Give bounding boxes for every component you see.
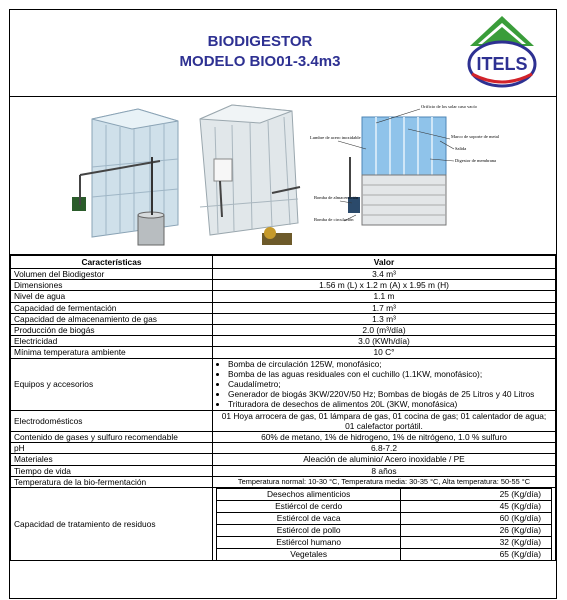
table-row-equipment [11, 358, 556, 410]
col-header-value: Valor [213, 256, 556, 269]
treatment-row: Estiércol humano 32 (Kg/día) [217, 537, 552, 549]
row-label: Mínima temperatura ambiente [11, 347, 213, 358]
table-row [11, 432, 556, 443]
row-label: Electricidad [11, 336, 213, 347]
row-label: Producción de biogás [11, 325, 213, 336]
title-line-1: BIODIGESTOR [207, 33, 313, 50]
row-value: 1.56 m (L) x 1.2 m (A) x 1.95 m (H) [213, 280, 556, 291]
row-label: Electrodomésticos [11, 410, 213, 431]
label-top: Orificio de los solar caso vacío [421, 104, 477, 109]
row-label: Capacidad de tratamiento de residuos [11, 488, 213, 561]
table-row [11, 476, 556, 487]
row-value: 1.1 m [213, 291, 556, 302]
row-value: 3.0 (KWh/día) [213, 336, 556, 347]
product-photos [10, 97, 556, 255]
row-value: Aleación de aluminio/ Acero inoxidable / PE [213, 454, 556, 465]
label-outlet: Salida [455, 146, 467, 151]
row-label: Temperatura de la bio-fermentación [11, 476, 213, 487]
row-value: 2.0 (m³/día) [213, 325, 556, 336]
equipment-list [213, 358, 556, 410]
list-item: • Bomba de circulación 125W, monofásico; [228, 359, 552, 369]
photo-biodigester-1 [72, 109, 178, 245]
table-row-treatment [11, 488, 556, 561]
title-line-2: MODELO BIO01-3.4m3 [179, 53, 341, 70]
table-row [11, 325, 556, 336]
list-item: • Bomba de las aguas residuales con el cuchillo (1.1KW, monofásico); [228, 369, 552, 379]
treatment-row: Estiércol de pollo 26 (Kg/día) [217, 525, 552, 537]
list-item: • Caudalímetro; [228, 379, 552, 389]
row-label: Nivel de agua [11, 291, 213, 302]
row-label: Volumen del Biodigestor [11, 269, 213, 280]
table-row [11, 302, 556, 313]
row-value: 01 Hoya arrocera de gas, 01 lámpara de gas, 01 cocina de gas; 01 calentador de agua; 01 calefactor portátil. [213, 410, 556, 431]
table-row [11, 410, 556, 431]
row-value: Temperatura normal: 10-30 °C, Temperatura media: 30-35 °C, Alta temperatura: 50-55 °C [213, 476, 556, 487]
label-pump: Bomba de circulación [314, 217, 354, 222]
table-row [11, 443, 556, 454]
spec-table [10, 255, 556, 561]
row-label: Materiales [11, 454, 213, 465]
row-value: 1.3 m³ [213, 313, 556, 324]
row-label: Contenido de gases y sulfuro recomendable [11, 432, 213, 443]
row-label: Equipos y accesorios [11, 358, 213, 410]
label-drain: Bomba de almacenación [314, 195, 359, 200]
table-row [11, 336, 556, 347]
treatment-row: Estiércol de vaca 60 (Kg/día) [217, 513, 552, 525]
row-label: Dimensiones [11, 280, 213, 291]
table-row [11, 313, 556, 324]
page-title [70, 32, 450, 72]
row-value: 1.7 m³ [213, 302, 556, 313]
col-header-feature: Características [11, 256, 213, 269]
label-frame: Marco de soporte de metal [451, 134, 499, 139]
table-row [11, 454, 556, 465]
row-label: Capacidad de almacenamiento de gas [11, 313, 213, 324]
row-label: Capacidad de fermentación [11, 302, 213, 313]
row-label: pH [11, 443, 213, 454]
row-value: 10 C° [213, 347, 556, 358]
table-row [11, 465, 556, 476]
treatment-row: Vegetales 65 (Kg/día) [217, 549, 552, 561]
itels-logo [462, 14, 542, 92]
table-row [11, 291, 556, 302]
row-value: 6.8-7.2 [213, 443, 556, 454]
list-item: • Trituradora de desechos de alimentos 20L (3KW, monofásica) [228, 399, 552, 409]
photo-biodigester-2 [200, 105, 300, 245]
table-row [11, 280, 556, 291]
list-item: • Generador de biogás 3KW/220V/50 Hz; Bombas de biogás de 25 Litros y 40 Litros [228, 389, 552, 399]
table-row [11, 347, 556, 358]
logo-text: ITELS [476, 54, 528, 74]
label-digester: Digestor de membrana [455, 158, 496, 163]
treatment-table [213, 488, 556, 561]
spec-sheet [9, 9, 557, 599]
table-row [11, 269, 556, 280]
header [10, 10, 556, 97]
row-label: Tiempo de vida [11, 465, 213, 476]
treatment-row: Desechos alimenticios 25 (Kg/día) [217, 489, 552, 501]
row-value: 3.4 m³ [213, 269, 556, 280]
label-inlet: Lumbre de acero inoxidable [310, 135, 361, 140]
row-value: 60% de metano, 1% de hidrogeno, 1% de nitrógeno, 1.0 % sulfuro [213, 432, 556, 443]
diagram-biodigester [310, 104, 500, 225]
row-value: 8 años [213, 465, 556, 476]
treatment-row: Estiércol de cerdo 45 (Kg/día) [217, 501, 552, 513]
